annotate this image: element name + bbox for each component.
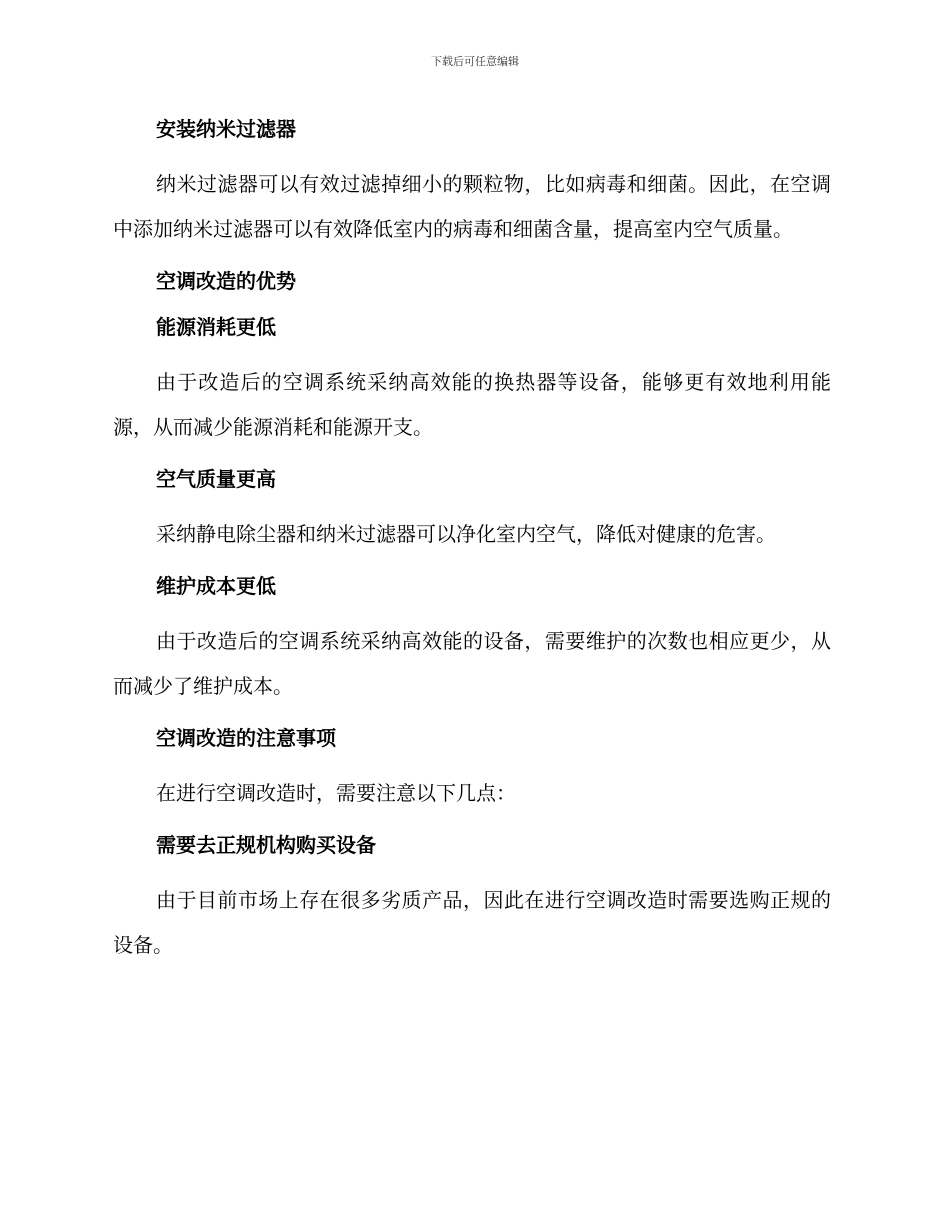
paragraph-maintenance: 由于改造后的空调系统采纳高效能的设备，需要维护的次数也相应更少，从而减少了维护成本。 (113, 629, 831, 698)
section-heading-lower-energy: 能源消耗更低 (156, 315, 276, 339)
section-heading-buy-equipment: 需要去正规机构购买设备 (156, 833, 376, 857)
paragraph-buy-equipment: 由于目前市场上存在很多劣质产品，因此在进行空调改造时需要选购正规的设备。 (113, 888, 831, 957)
page-header: 下载后可任意编辑 (431, 55, 519, 68)
document-body (113, 112, 831, 968)
section-heading-nano-filter: 安装纳米过滤器 (156, 117, 296, 141)
section-heading-precautions: 空调改造的注意事项 (156, 726, 336, 750)
section-heading-air-quality: 空气质量更高 (156, 467, 276, 491)
paragraph-air-quality: 采纳静电除尘器和纳米过滤器可以净化室内空气，降低对健康的危害。 (156, 522, 776, 546)
paragraph-nano-filter: 纳米过滤器可以有效过滤掉细小的颗粒物，比如病毒和细菌。因此，在空调中添加纳米过滤器可以有效降低室内的病毒和细菌含量，提高室内空气质量。 (113, 172, 831, 241)
section-heading-maintenance: 维护成本更低 (156, 574, 276, 598)
paragraph-lower-energy: 由于改造后的空调系统采纳高效能的换热器等设备，能够更有效地利用能源，从而减少能源消耗和能源开支。 (113, 370, 831, 439)
paragraph-precautions: 在进行空调改造时，需要注意以下几点： (156, 781, 516, 805)
section-heading-advantages: 空调改造的优势 (156, 269, 296, 293)
